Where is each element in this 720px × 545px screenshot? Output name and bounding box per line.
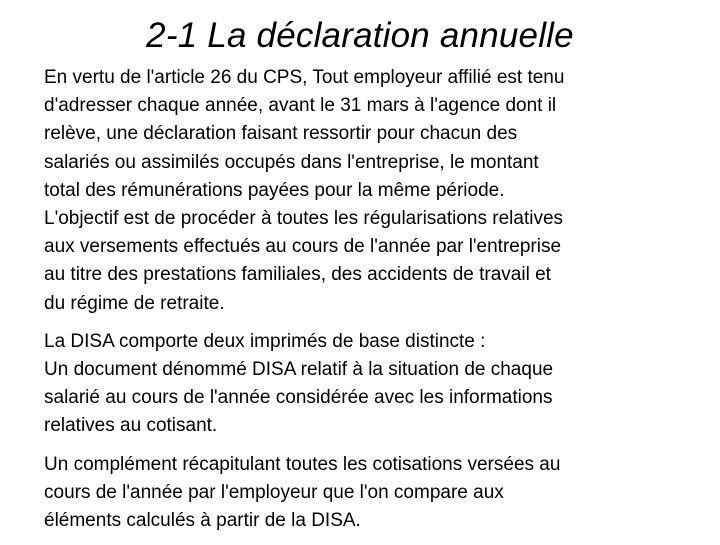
- text-line: Un complément récapitulant toutes les cotisations versées au: [44, 453, 561, 475]
- text-line: En vertu de l'article 26 du CPS, Tout employeur affilié est tenu: [44, 67, 565, 88]
- text-line: au titre des prestations familiales, des accidents de travail et: [44, 264, 551, 286]
- text-line: cours de l'année par l'employeur que l'on compare aux: [44, 481, 504, 503]
- text-line: relève, une déclaration faisant ressortir pour chacun des: [44, 123, 518, 145]
- text-line: d'adresser chaque année, avant le 31 mars à l'agence dont il: [44, 95, 557, 117]
- slide-body: [44, 64, 684, 545]
- text-line: L'objectif est de procéder à toutes les régularisations relatives: [44, 208, 564, 230]
- paragraph-declaration: [44, 64, 684, 318]
- text-line: éléments calculés à partir de la DISA.: [44, 510, 361, 532]
- text-line: salarié au cours de l'année considérée avec les informations: [44, 387, 553, 409]
- text-line: relatives au cotisant.: [44, 415, 218, 437]
- text-line: La DISA comporte deux imprimés de base distincte :: [44, 330, 486, 352]
- text-line: total des rémunérations payées pour la même période.: [44, 179, 505, 201]
- text-line: Un document dénommé DISA relatif à la situation de chaque: [44, 359, 554, 381]
- slide-title: 2-1 La déclaration annuelle: [146, 16, 574, 55]
- text-line: aux versements effectués au cours de l'année par l'entreprise: [44, 236, 562, 258]
- paragraph-disa: [44, 328, 684, 441]
- paragraph-complement: [44, 451, 684, 536]
- text-line: salariés ou assimilés occupés dans l'entreprise, le montant: [44, 151, 539, 173]
- text-line: du régime de retraite.: [44, 292, 225, 314]
